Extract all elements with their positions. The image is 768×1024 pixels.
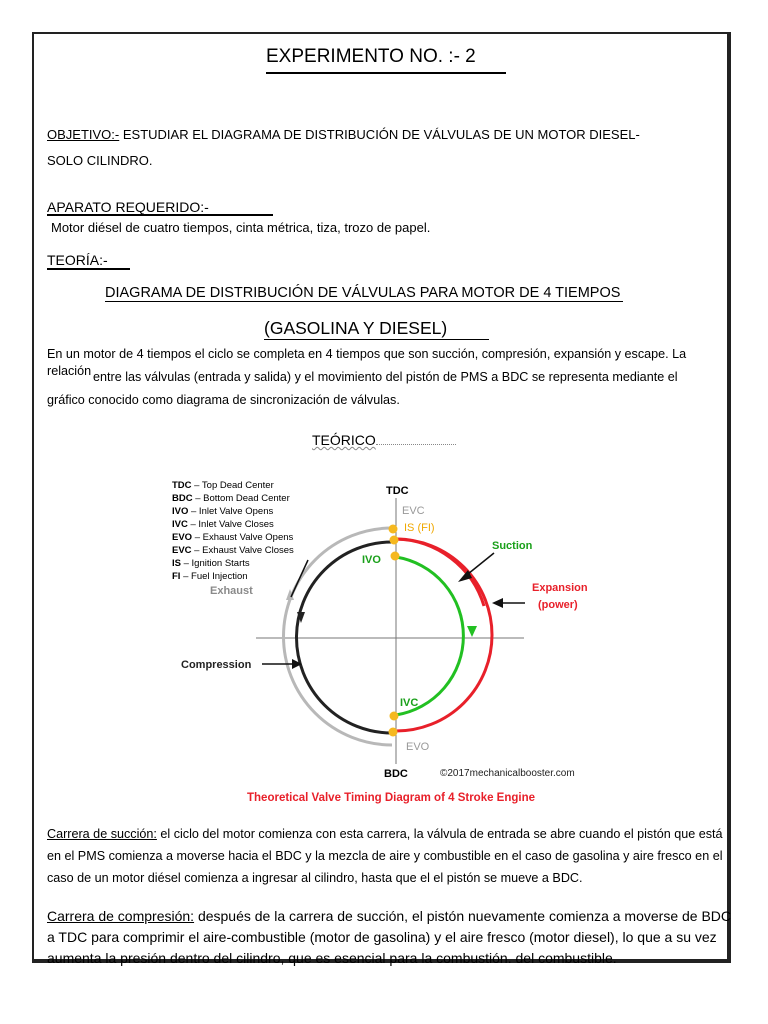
- bdc-label: BDC: [384, 768, 408, 780]
- power-label: (power): [538, 599, 578, 611]
- suction-para-line1: Carrera de succión: el ciclo del motor comienza con esta carrera, la válvula de entrada se abre cuando el pistón que está: [47, 827, 723, 841]
- diagram-caption: Theoretical Valve Timing Diagram of 4 Stroke Engine: [247, 792, 536, 804]
- theory-subtitle: DIAGRAMA DE DISTRIBUCIÓN DE VÁLVULAS PARA MOTOR DE 4 TIEMPOS: [105, 285, 623, 302]
- compression-para-line2: a TDC para comprimir el aire-combustible (motor de gasolina) y el aire fresco (motor diesel), lo que a su vez: [47, 929, 717, 945]
- evo-label: EVO: [406, 741, 430, 753]
- ivc-label: IVC: [400, 697, 419, 709]
- suction-direction-arrow: [467, 626, 477, 637]
- theory-para-line1: En un motor de 4 tiempos el ciclo se completa en 4 tiempos que son succión, compresión, expansión y escape. La: [47, 347, 687, 361]
- compression-para-line3: aumenta la presión dentro del cilindro, que es esencial para la combustión. del combustible.: [47, 950, 617, 966]
- suction-para-line3: caso de un motor diésel comienza a ingresar al cilindro, hasta que el el pistón se mueve a BDC.: [47, 871, 583, 885]
- legend-entry: IS – Ignition Starts: [172, 558, 250, 569]
- tdc-label: TDC: [386, 485, 409, 497]
- suction-stroke-label: Carrera de succión:: [47, 827, 157, 841]
- teorico-heading: TEÓRICO: [312, 432, 456, 448]
- expansion-pointer-head: [492, 598, 503, 608]
- is-fi-label: IS (FI): [404, 522, 435, 534]
- valve-timing-diagram: [160, 465, 610, 810]
- theory-para-line2a: relación: [47, 364, 92, 378]
- suction-arc: [396, 557, 463, 715]
- theory-para-line3: gráfico conocido como diagrama de sincronización de válvulas.: [47, 393, 400, 407]
- evc-label: EVC: [402, 505, 425, 517]
- suction-label: Suction: [492, 540, 533, 552]
- exhaust-label: Exhaust: [210, 585, 253, 597]
- legend-entry: TDC – Top Dead Center: [172, 480, 274, 491]
- legend-entry: EVO – Exhaust Valve Opens: [172, 532, 294, 543]
- legend-entry: IVO – Inlet Valve Opens: [172, 506, 274, 517]
- objective-line2: SOLO CILINDRO.: [47, 153, 153, 168]
- compression-stroke-label: Carrera de compresión:: [47, 908, 195, 924]
- compression-label: Compression: [181, 659, 252, 671]
- exhaust-pointer: [291, 560, 308, 597]
- theory-subtitle2: (GASOLINA Y DIESEL): [264, 318, 489, 340]
- theory-heading: TEORÍA:-: [47, 253, 130, 270]
- apparatus-heading: APARATO REQUERIDO:-: [47, 200, 273, 216]
- page-title: EXPERIMENTO NO. :- 2: [266, 46, 506, 74]
- ivc-marker: [390, 712, 399, 721]
- expansion-label: Expansion: [532, 582, 588, 594]
- compression-para-line1: Carrera de compresión: después de la carrera de succión, el pistón nuevamente comienza a moverse de BDC: [47, 908, 732, 924]
- objective-label: OBJETIVO:-: [47, 127, 120, 142]
- evo-marker: [389, 728, 398, 737]
- is-fi-marker: [390, 536, 399, 545]
- objective-line1: OBJETIVO:- ESTUDIAR EL DIAGRAMA DE DISTRIBUCIÓN DE VÁLVULAS DE UN MOTOR DIESEL-: [47, 127, 640, 142]
- apparatus-text: Motor diésel de cuatro tiempos, cinta métrica, tiza, trozo de papel.: [51, 220, 431, 235]
- suction-para-line2: en el PMS comienza a moverse hacia el BDC y la mezcla de aire y combustible en el caso de gasolina y aire fresco en el: [47, 849, 723, 863]
- legend-entry: FI – Fuel Injection: [172, 571, 248, 582]
- evc-marker: [389, 525, 398, 534]
- copyright-label: ©2017mechanicalbooster.com: [440, 768, 575, 779]
- theory-para-line2b: entre las válvulas (entrada y salida) y el movimiento del pistón de PMS a BDC se representa mediante el: [93, 370, 678, 384]
- legend-entry: IVC – Inlet Valve Closes: [172, 519, 274, 530]
- legend-entry: BDC – Bottom Dead Center: [172, 493, 290, 504]
- legend-entry: EVC – Exhaust Valve Closes: [172, 545, 294, 556]
- ivo-label: IVO: [362, 554, 381, 566]
- ivo-marker: [391, 552, 400, 561]
- legend: [172, 480, 294, 582]
